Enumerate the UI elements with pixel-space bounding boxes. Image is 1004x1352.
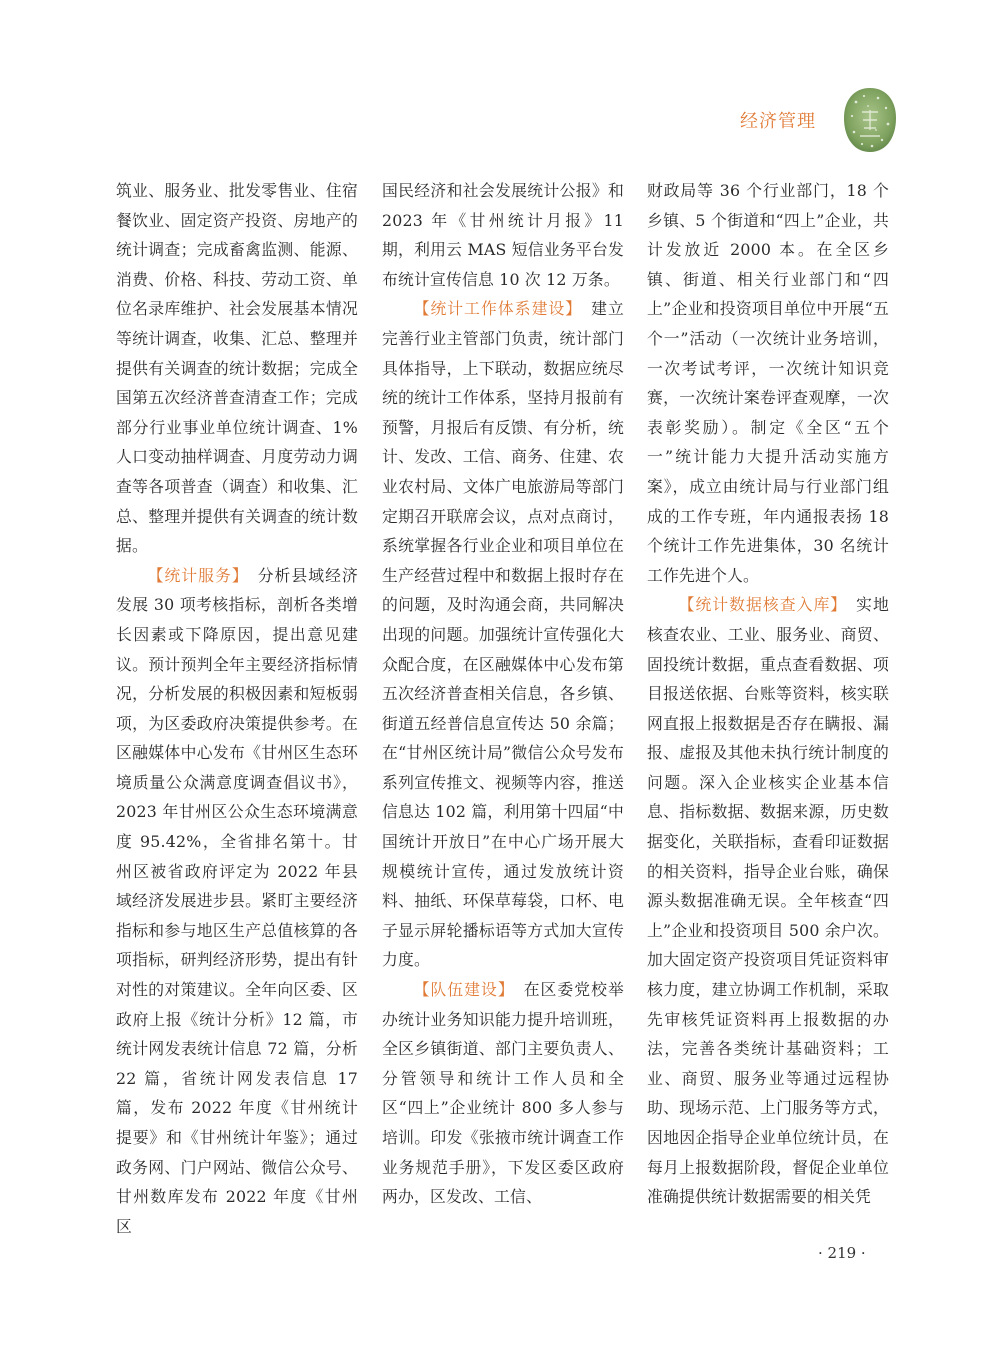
paragraph-body: 在区委党校举办统计业务知识能力提升培训班，全区乡镇街道、部门主要负责人、分管领导和统计工作人员和全区“四上”企业统计 800 多人参与培训。印发《张掖市统计调查工作业务规范手册》，下发区委区政府两办，区发改、工信、	[382, 980, 624, 1207]
page-header	[740, 86, 898, 154]
paragraph-statistical-service	[116, 561, 358, 1242]
section-tag: 【统计服务】	[147, 565, 241, 585]
page-number: · 219 ·	[818, 1244, 866, 1262]
paragraph-team-building	[382, 975, 624, 1212]
paragraph-work-system	[382, 294, 624, 975]
section-tag: 【统计数据核查入库】	[678, 595, 840, 615]
column-3	[647, 176, 889, 1212]
paragraph: 筑业、服务业、批发零售业、住宿餐饮业、固定资产投资、房地产的统计调查；完成畜禽监测、能源、消费、价格、科技、劳动工资、单位名录库维护、社会发展基本情况等统计调查，收集、汇总、整理并提供有关调查的统计数据；完成全国第五次经济普查清查工作；完成部分行业事业单位统计调查、1% 人口变动抽样调查、月度劳动力调查等各项普查（调查）和收集、汇总、整理并提供有关调查的统计数据。	[116, 181, 358, 556]
section-tag: 【统计工作体系建设】	[413, 299, 575, 319]
section-title: 经济管理	[740, 111, 816, 132]
paragraph: 财政局等 36 个行业部门，18 个乡镇、5 个街道和“四上”企业，共计发放近 2000 本。在全区乡镇、街道、相关行业部门和“四上”企业和投资项目单位中开展“五个一”活动（一次统计业务培训，一次考试考评，一次统计知识竞赛，一次统计案卷评查观摩，一次表彰奖励）。制定《全区“五个一”统计能力大提升活动实施方案》，成立由统计局与行业部门组成的工作专班，年内通报表扬 18 个统计工作先进集体，30 名统计工作先进个人。	[647, 181, 889, 585]
paragraph-body: 分析县域经济发展 30 项考核指标，剖析各类增长因素或下降原因，提出意见建议。预计预判全年主要经济指标情况，分析发展的积极因素和短板弱项，为区委政府决策提供参考。在区融媒体中心发布《甘州区生态环境质量公众满意度调查倡议书》，2023 年甘州区公众生态环境满意度 95.42%，全省排名第十。甘州区被省政府评定为 2022 年县域经济发展进步县。紧盯主要经济指标和参与地区生产总值核算的各项指标，研判经济形势，提出有针对性的对策建议。全年向区委、区政府上报《统计分析》12 篇，市统计网发表统计信息 72 篇，分析 22 篇，省统计网发表信息 17 篇，发布 2022 年度《甘州统计提要》和《甘州统计年鉴》；通过政务网、门户网站、微信公众号、甘州数库发布 2022 年度《甘州区	[116, 565, 358, 1236]
column-1	[116, 176, 358, 1241]
paragraph-data-verification	[647, 590, 889, 1211]
section-tag: 【队伍建设】	[413, 980, 507, 1000]
column-2	[382, 176, 624, 1212]
paragraph: 国民经济和社会发展统计公报》和 2023 年《甘州统计月报》11 期，利用云 MAS 短信业务平台发布统计宣传信息 10 次 12 万条。	[382, 181, 624, 289]
seal-icon	[842, 86, 898, 154]
paragraph-body: 建立完善行业主管部门负责，统计部门具体指导，上下联动，数据应统尽统的统计工作体系，坚持月报前有预警，月报后有反馈、有分析，统计、发改、工信、商务、住建、农业农村局、文体广电旅游局等部门定期召开联席会议，点对点商讨，系统掌握各行业企业和项目单位在生产经营过程中和数据上报时存在的问题，及时沟通会商，共同解决出现的问题。加强统计宣传强化大众配合度，在区融媒体中心发布第五次经济普查相关信息，各乡镇、街道五经普信息宣传达 50 余篇；在“甘州区统计局”微信公众号发布系列宣传推文、视频等内容，推送信息达 102 篇，利用第十四届“中国统计开放日”在中心广场开展大规模统计宣传，通过发放统计资料、抽纸、环保草莓袋，口杯、电子显示屏轮播标语等方式加大宣传力度。	[382, 299, 624, 970]
paragraph-body: 实地核查农业、工业、服务业、商贸、固投统计数据，重点查看数据、项目报送依据、台账等资料，核实联网直报上报数据是否存在瞒报、漏报、虚报及其他未执行统计制度的问题。深入企业核实企业基本信息、指标数据、数据来源，历史数据变化，关联指标，查看印证数据的相关资料，指导企业台账，确保源头数据准确无误。全年核查“四上”企业和投资项目 500 余户次。加大固定资产投资项目凭证资料审核力度，建立协调工作机制，采取先审核凭证资料再上报数据的办法，完善各类统计基础资料；工业、商贸、服务业等通过远程协助、现场示范、上门服务等方式，因地因企指导企业单位统计员，在每月上报数据阶段，督促企业单位准确提供统计数据需要的相关凭	[647, 595, 889, 1207]
